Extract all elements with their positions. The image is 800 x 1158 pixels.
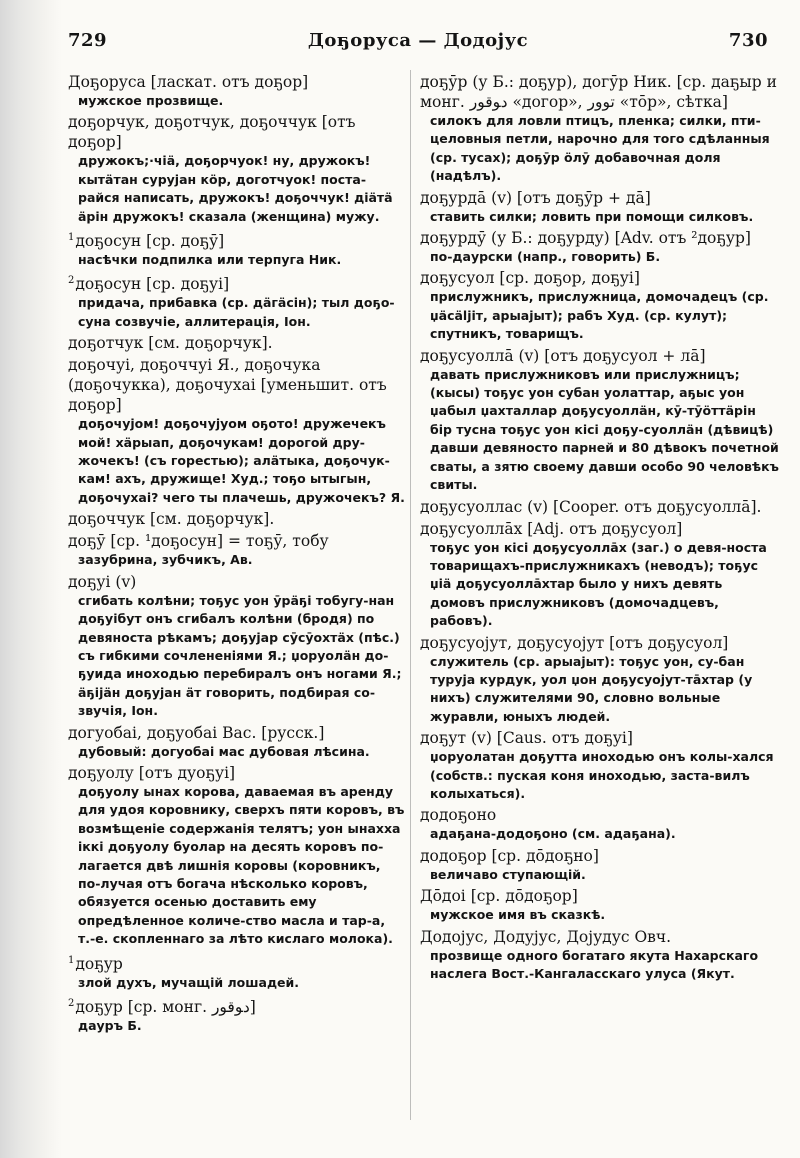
entry-definition: доҕуолу ынах корова, даваемая въ аренду для удоя коровнику, сверхъ пяти коровъ, въ возмѣщенiе содержанiя телятъ; уон ынахха iккi доҕуолу буолар на десять коровъ по-лагается двѣ лишнiя коровы (коровникъ, по-лучая отъ богача нѣсколько коровъ, обязуется осенью доставить ему опредѣленное количе-ство масла и тар-а, т.-е. скопленнаго за лѣто кислаго молока). [78,783,405,947]
dictionary-entry [418,519,780,631]
entry-definition: мужское имя въ сказкѣ. [430,907,606,923]
entry-headword [66,509,406,529]
dictionary-entry [418,886,780,924]
page-shadow-edge [0,0,62,1158]
dictionary-entry [418,633,780,727]
right-column [418,72,780,1152]
dictionary-entry [66,112,406,226]
entry-headword [418,728,780,748]
headword-text: доҕур [ср. монг. ﺩﻮﻗﻮﺭ] [75,998,256,1016]
headword-text: додоҕоно [420,806,497,825]
headword-text: доҕут (v) [Caus. отъ доҕуi] [420,729,633,748]
entry-headword [66,333,406,353]
entry-definition: насѣчки подпилка или терпуга Ник. [78,252,342,268]
homonym-number: 2 [68,275,75,287]
headword-text: доҕусуол [ср. доҕор, доҕуi] [420,269,640,288]
entry-headword [66,112,406,152]
dictionary-entry [418,72,780,186]
entry-definition: мужское прозвище. [78,93,224,108]
dictionary-entry [66,572,406,721]
left-column [66,72,406,1152]
headword-text: Додоjус, Додуjус, Доjудус Овч. [420,927,672,946]
headword-text: доҕоччук [см. доҕорчук]. [68,510,275,529]
dictionary-entry [418,497,780,517]
dictionary-entry [66,333,406,353]
entry-headword [66,763,406,783]
entry-headword [418,228,780,248]
dictionary-entry [66,228,406,269]
dictionary-entry [418,846,780,884]
entry-headword [66,723,406,743]
dictionary-entry [418,728,780,803]
running-head [68,30,768,58]
headword-text: доҕур [75,954,123,973]
entry-definition: давать прислужниковъ или прислужницъ; (кысы) тоҕус уон субан уолаттар, аҕыс уон џабыл џахталлар доҕусуоллäн, кӯ-тӯöттäрiн бiр тусна тоҕус уон кiсi доҕу-суоллäн (дѣвицѣ) давши девяносто парней и 80 дѣвокъ почетной сваты, а зятю своему давши особо 90 человѣкъ свиты. [430,366,779,493]
dictionary-entry [418,228,780,266]
headword-text: Доҕоруса [ласкат. отъ доҕор] [68,73,309,91]
entry-headword [418,72,780,112]
headword-text: доҕотчук [см. доҕорчук]. [68,334,273,353]
headword-text: доҕусуоллāх [Adj. отъ доҕусуол] [420,519,683,538]
entry-definition: по-даурски (напр., говорить) Б. [430,249,661,265]
entry-definition: доҕочуjом! доҕочуjуом оҕото! дружечекъ мой! хäрыап, доҕочукам! дорогой дру-жочекъ! (съ горестью); алäтыка, доҕочук-кам! ахъ, дружище! Худ.; тоҕо ытыгын, доҕочухаi? чего ты плачешь, дружочекъ? Я. [78,416,405,505]
entry-headword [66,72,406,92]
entry-headword [418,188,780,208]
entry-headword [418,927,780,947]
dictionary-entry [418,805,780,843]
dictionary-entry [66,763,406,949]
dictionary-entry [418,346,780,495]
page-number-right: 730 [728,30,768,51]
headword-text: доҕуолу [отъ дуоҕуi] [68,763,236,782]
entry-headword [418,519,780,539]
entry-headword [418,497,780,517]
entry-headword [66,355,406,415]
homonym-number: 2 [68,998,75,1009]
entry-headword [66,271,406,294]
dictionary-entry [66,994,406,1035]
headword-text: доҕурдā (v) [отъ доҕӯр + дā] [420,188,651,207]
headword-text: доҕусуоjут, доҕусуоjут [отъ доҕусуол] [420,633,729,652]
entry-definition: силокъ для ловли птицъ, пленка; силки, пти-целовныя петли, нарочно для того сдѣланныя (ср. тусах); доҕӯр öлӯ добавочная доля (надѣлъ). [430,113,770,184]
entry-headword [418,346,780,366]
dictionary-entry [66,531,406,569]
dictionary-entry [66,951,406,992]
homonym-number: 1 [68,232,75,244]
dictionary-entry [66,723,406,761]
headword-text: доҕусуоллā (v) [отъ доҕусуол + лā] [420,346,706,365]
column-divider [410,70,411,1120]
dictionary-entry [418,268,780,343]
entry-definition: служитель (ср. арыаjыт): тоҕус уон, су-бан туруjа курдук, уол џон доҕусуоjут-тāхтар (у нихъ) служителями 90, словно вольные журавли, юныхъ людей. [430,653,753,724]
entry-headword [418,846,780,866]
headword-text: додоҕор [ср. дōдоҕно] [420,846,599,865]
headword-text: доҕочуi, доҕоччуi Я., доҕочука (доҕочукка), доҕочухаi [уменьшит. отъ доҕор] [68,356,387,415]
headword-text: доҕорчук, доҕотчук, доҕоччук [отъ доҕор] [68,113,356,152]
entry-headword [418,805,780,825]
entry-definition: злой духъ, мучащiй лошадей. [78,974,300,990]
page-title: Доҕоруса — Додоjус [307,30,529,51]
homonym-number: 1 [68,954,75,966]
headword-text: доҕусуоллас (v) [Cooper. отъ доҕусуоллā]. [420,497,762,516]
headword-text: доҕосун [ср. доҕӯ] [75,232,225,251]
entry-definition: прислужникъ, прислужница, домочадецъ (ср. џäсäljiт, арыаjыт); рабъ Худ. (ср. кулут); спутникъ, товарищъ. [430,289,769,342]
entry-definition: тоҕус уон кiсi доҕусуоллāх (заг.) о девя-носта товарищахъ-прислужникахъ (неводъ); тоҕус џiä доҕусуоллāхтар было у нихъ девять домовъ прислужниковъ (домочадцевъ, рабовъ). [430,539,767,629]
headword-text: Дōдоi [ср. дōдоҕор] [420,887,578,906]
entry-definition: дружокъ;·чiä, доҕорчуок! ну, дружокъ! кытäтан суруjан кöр, доготчуок! поста-райся написать, дружокъ! доҕоччук! дiäтä äрiн дружокъ! сказала (женщина) мужу. [78,153,393,224]
dictionary-entry [66,509,406,529]
entry-headword [66,228,406,251]
dictionary-entry [418,927,780,984]
headword-text: догуобаi, доҕуобаi Вас. [русск.] [68,723,325,742]
dictionary-entry [66,355,406,507]
headword-text: доҕуi (v) [68,572,137,591]
entry-headword [66,531,406,551]
entry-definition: придача, прибавка (ср. дäгäсiн); тыл доҕо-суна созвучiе, аллитерацiя, Iон. [78,295,395,329]
entry-headword [66,572,406,592]
entry-headword [418,633,780,653]
entry-definition: ставить силки; ловить при помощи силковъ. [430,208,754,224]
dictionary-entry [66,72,406,110]
entry-definition: зазубрина, зубчикъ, Ав. [78,552,253,568]
entry-definition: џоруолатан доҕутта иноходью онъ колы-хался (собств.: пуская коня иноходью, заста-вилъ колыхаться). [430,749,774,801]
entry-definition: адаҕана-додоҕоно (см. адаҕана). [430,826,676,842]
entry-definition: сгибать колѣни; тоҕус уон ӯрäҕi тобугу-нан доҕуiбут онъ сгибалъ колѣни (бродя) по девяноста рѣкамъ; доҕуjар сӯсӯохтäх (пѣс.) съ гибкими сочлененiями Я.; џоруолäн до-ҕуида иноходью перебиралъ онъ ногами Я.; äҕijäн доҕуjан äт говорить, подбирая со-звучiя, Iон. [78,592,402,719]
dictionary-entry [418,188,780,226]
page-number-left: 729 [68,30,108,51]
entry-definition: дауръ Б. [78,1018,142,1033]
headword-text: доҕурдӯ (у Б.: доҕурду) [Adv. отъ ²доҕур] [420,229,751,248]
entry-headword [418,268,780,288]
entry-definition: дубовый: догуобаi мас дубовая лѣсина. [78,743,370,759]
entry-headword [66,951,406,974]
headword-text: доҕӯ [ср. ¹доҕосун] = тоҕӯ, тобу [68,532,329,551]
headword-text: доҕӯр (у Б.: доҕур), догӯр Ник. [ср. даҕыр и монг. ﺩﻮﻗﻮﺭ «догор», ﺗﻮﻭﺭ «тōр», сѣтка] [420,73,777,111]
entry-definition: величаво ступающiй. [430,866,586,882]
entry-headword [418,886,780,906]
dictionary-entry [66,271,406,331]
headword-text: доҕосун [ср. доҕуi] [75,275,230,294]
entry-definition: прозвище одного богатаго якута Нахарскаго наслега Вост.-Кангаласскаго улуса (Якут. [430,947,759,981]
entry-headword [66,994,406,1017]
